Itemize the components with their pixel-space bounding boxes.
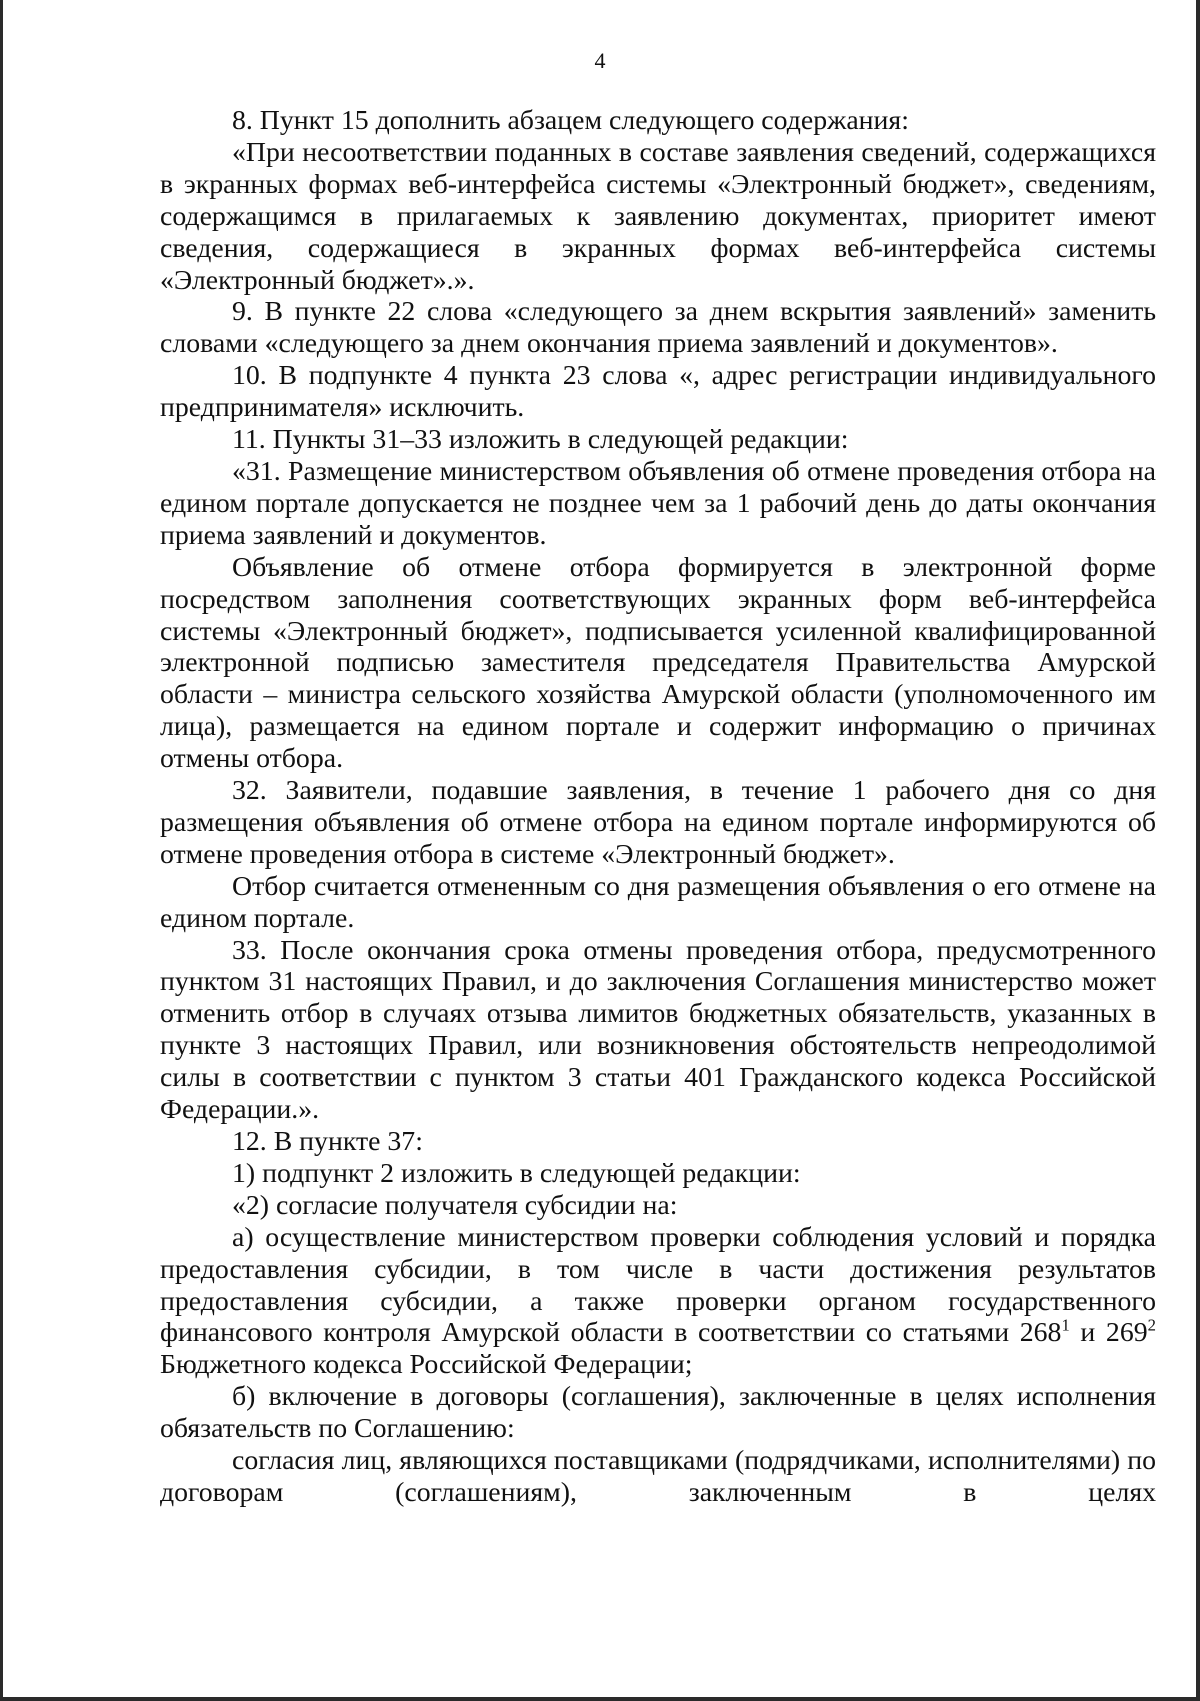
paragraph-subitem-1: 1) подпункт 2 изложить в следующей редакции: bbox=[232, 1157, 801, 1189]
document-body bbox=[160, 105, 1156, 1509]
scan-border-bottom bbox=[0, 1697, 1200, 1701]
paragraph-item-8: 8. Пункт 15 дополнить абзацем следующего содержания: bbox=[232, 105, 909, 136]
paragraph-a-text-start: а) осуществление министерством проверки соблюдения условий и порядка предоставления субсидии, в том числе в части достижения результатов предоставления субсидии, а также проверки органом государственного финансового контроля Амурской области в соответствии со статьями 268 bbox=[160, 1221, 1156, 1349]
paragraph-subitem-2: «2) согласие получателя субсидии на: bbox=[232, 1189, 678, 1221]
paragraph-a-text-middle: и 269 bbox=[1069, 1317, 1148, 1349]
paragraph-item-9: 9. В пункте 22 слова «следующего за днем вскрытия заявлений» заменить словами «следующего за днем окончания приема заявлений и документов». bbox=[160, 296, 1156, 360]
scan-border-right bbox=[1196, 0, 1200, 1701]
paragraph-item-8-quote: «При несоответствии поданных в составе заявления сведений, содержащихся в экранных формах веб-интерфейса системы «Электронный бюджет», сведениям, содержащимся в прилагаемых к заявлению документах, приоритет имеют сведения, содержащиеся в экранных формах веб-интерфейса системы «Электронный бюджет».». bbox=[160, 136, 1156, 296]
scan-border-left bbox=[0, 0, 3, 1701]
paragraph-subitem-b: б) включение в договоры (соглашения), заключенные в целях исполнения обязательств по Соглашению: bbox=[160, 1381, 1156, 1445]
superscript-1: 1 bbox=[1061, 1316, 1070, 1336]
paragraph-clause-32: 32. Заявители, подавшие заявления, в течение 1 рабочего дня со дня размещения объявления об отмене отбора на едином портале информируются об отмене проведения отбора в системе «Электронный бюджет». bbox=[160, 775, 1156, 870]
superscript-2: 2 bbox=[1147, 1316, 1156, 1336]
paragraph-item-11: 11. Пункты 31–33 изложить в следующей редакции: bbox=[232, 424, 849, 456]
paragraph-item-12: 12. В пункте 37: bbox=[232, 1126, 423, 1157]
paragraph-item-10: 10. В подпункте 4 пункта 23 слова «, адрес регистрации индивидуального предпринимателя» исключить. bbox=[160, 360, 1156, 424]
paragraph-subitem-a bbox=[160, 1222, 1156, 1382]
paragraph-clause-32-cancelled: Отбор считается отмененным со дня размещения объявления о его отмене на едином портале. bbox=[160, 870, 1156, 934]
page-number: 4 bbox=[594, 48, 606, 73]
paragraph-clause-31: «31. Размещение министерством объявления об отмене проведения отбора на едином портале допускается не позднее чем за 1 рабочий день до даты окончания приема заявлений и документов. bbox=[160, 455, 1156, 551]
paragraph-clause-33: 33. После окончания срока отмены проведения отбора, предусмотренного пунктом 31 настоящих Правил, и до заключения Соглашения министерство может отменить отбор в случаях отзыва лимитов бюджетных обязательств, указанных в пункте 3 настоящих Правил, или возникновения обстоятельств непреодолимой силы в соответствии с пунктом 3 статьи 401 Гражданского кодекса Российской Федерации.». bbox=[160, 934, 1156, 1126]
paragraph-consent-persons: согласия лиц, являющихся поставщиками (подрядчиками, исполнителями) по договорам (соглашениям), заключенным в целях bbox=[160, 1445, 1156, 1508]
paragraph-clause-31-announcement: Объявление об отмене отбора формируется в электронной форме посредством заполнения соответствующих экранных форм веб-интерфейса системы «Электронный бюджет», подписывается усиленной квалифицированной электронной подписью заместителя председателя Правительства Амурской области – министра сельского хозяйства Амурской области (уполномоченного им лица), размещается на едином портале и содержит информацию о причинах отмены отбора. bbox=[160, 551, 1156, 775]
paragraph-a-text-end: Бюджетного кодекса Российской Федерации; bbox=[160, 1349, 693, 1381]
